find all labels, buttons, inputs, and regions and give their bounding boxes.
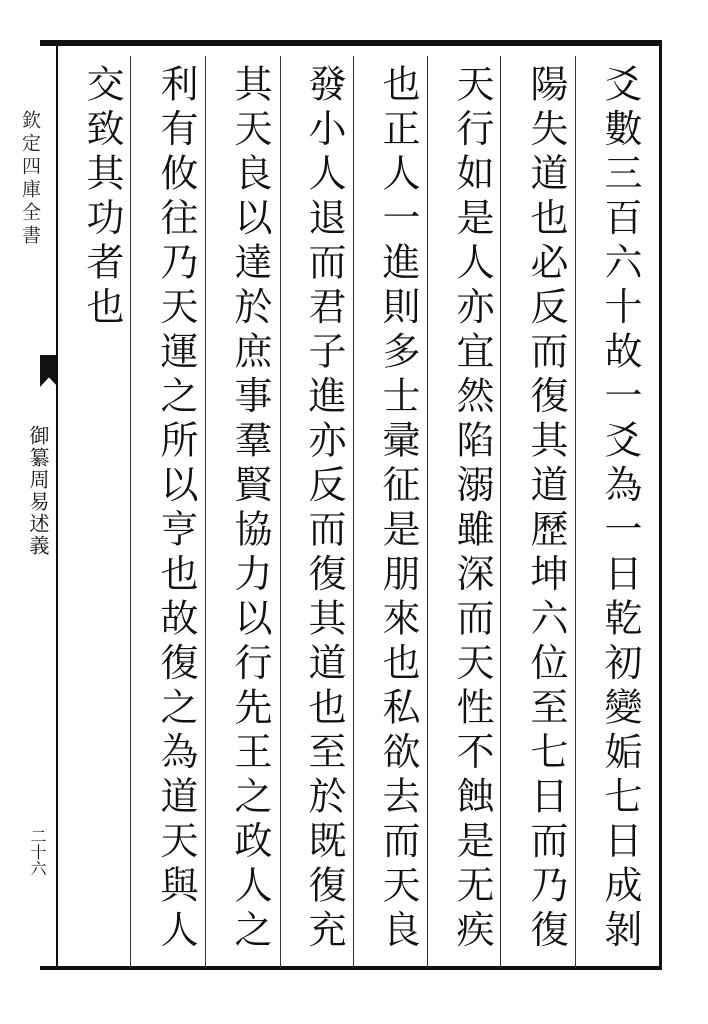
text-column-8: 交致其功者也	[80, 64, 124, 331]
text-column-1: 爻數三百六十故一爻為一日乾初變姤七日成剝	[598, 64, 642, 954]
text-column-4: 也正人一進則多士彚征是朋來也私欲去而天良	[376, 64, 420, 954]
text-column-6: 其天良以達於庶事羣賢協力以行先王之政人之	[228, 64, 272, 954]
text-column-2: 陽失道也必反而復其道歷坤六位至七日而乃復	[524, 64, 568, 954]
page-number: 二十六	[28, 828, 47, 876]
text-column-3: 天行如是人亦宜然陷溺雖深而天性不蝕是无疾	[450, 64, 494, 954]
collection-title: 欽定四庫全書	[19, 110, 41, 248]
text-column-7: 利有攸往乃天運之所以亨也故復之為道天與人	[154, 64, 198, 954]
text-column-5: 發小人退而君子進亦反而復其道也至於既復充	[302, 64, 346, 954]
book-title: 御纂周易述義	[26, 425, 50, 557]
